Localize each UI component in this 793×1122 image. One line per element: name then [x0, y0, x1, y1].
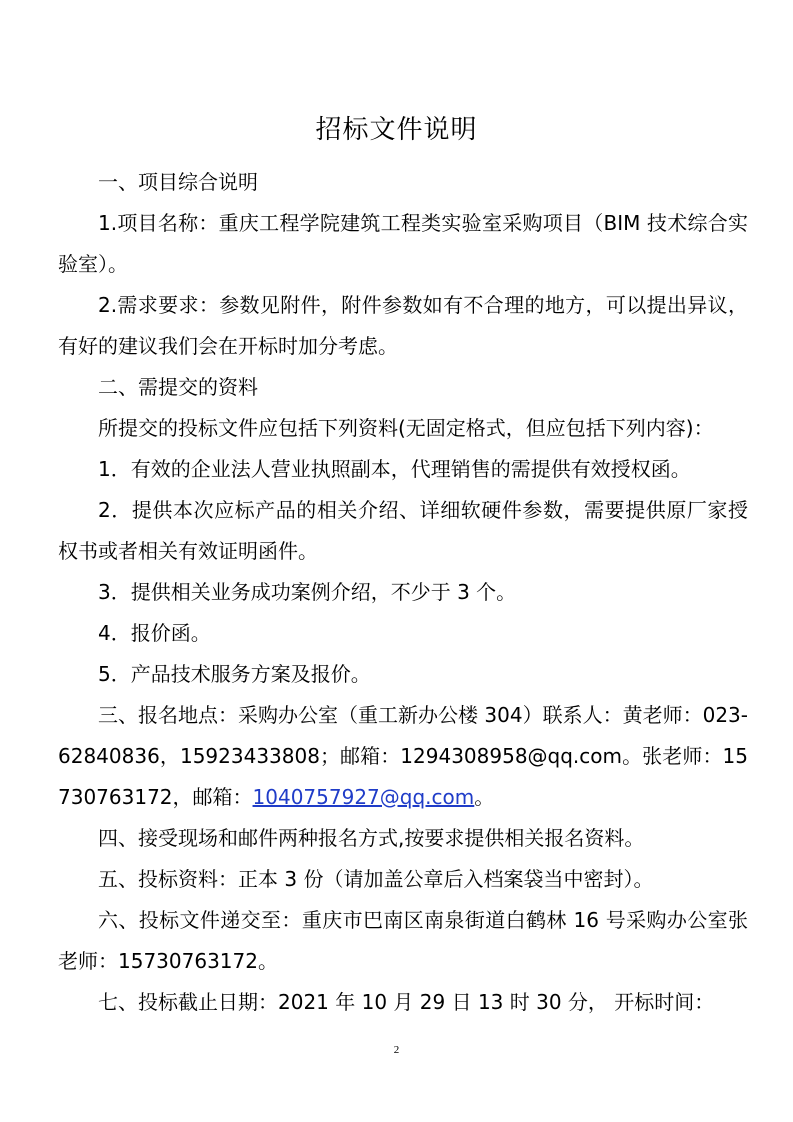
section-1-project-name: 1.项目名称：重庆工程学院建筑工程类实验室采购项目（BIM 技术综合实验室）。 [58, 211, 748, 276]
section-3-end: 。 [474, 785, 495, 809]
section-1-heading: 一、项目综合说明 [98, 170, 258, 194]
document-title: 招标文件说明 [315, 115, 478, 145]
section-2-item-3: 3．提供相关业务成功案例介绍，不少于 3 个。 [98, 580, 517, 604]
section-2-item-2: 2．提供本次应标产品的相关介绍、详细软硬件参数，需要提供原厂家授权书或者相关有效证明函件。 [58, 498, 748, 563]
page-number: 2 [393, 1044, 400, 1056]
section-6: 六、投标文件递交至：重庆市巴南区南泉街道白鹤林 16 号采购办公室张老师：15730763172。 [58, 908, 748, 973]
section-2-item-5: 5．产品技术服务方案及报价。 [98, 662, 371, 686]
section-7: 七、投标截止日期：2021 年 10 月 29 日 13 时 30 分， 开标时间： [98, 990, 715, 1014]
section-2-item-1: 1．有效的企业法人营业执照副本，代理销售的需提供有效授权函。 [98, 457, 691, 481]
section-1-requirements: 2.需求要求：参数见附件，附件参数如有不合理的地方，可以提出异议，有好的建议我们会在开标时加分考虑。 [58, 293, 748, 358]
section-3-registration [58, 695, 748, 818]
document-body [58, 162, 748, 1023]
section-2-heading: 二、需提交的资料 [98, 375, 258, 399]
section-4: 四、接受现场和邮件两种报名方式,按要求提供相关报名资料。 [98, 826, 645, 850]
section-2-item-4: 4．报价函。 [98, 621, 211, 645]
email-link[interactable]: 1040757927@qq.com [252, 785, 475, 809]
section-3-text: 三、报名地点：采购办公室（重工新办公楼 304）联系人：黄老师：023-62840836，15923433808；邮箱：1294308958@qq.com。张老师：15730763172，邮箱： [58, 703, 748, 809]
section-2-intro: 所提交的投标文件应包括下列资料(无固定格式，但应包括下列内容)： [98, 416, 714, 440]
section-5: 五、投标资料：正本 3 份（请加盖公章后入档案袋当中密封）。 [98, 867, 654, 891]
